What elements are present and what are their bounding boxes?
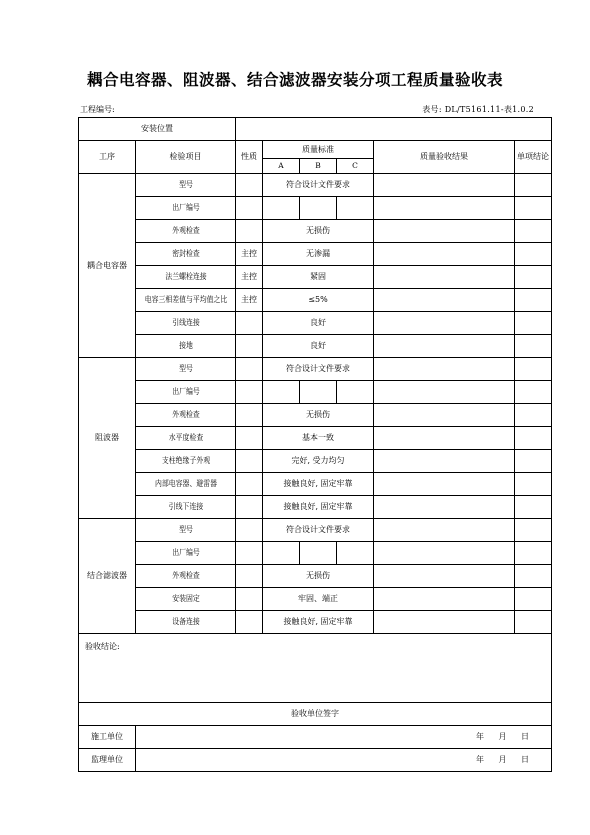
nature-cell: 主控 — [236, 289, 263, 312]
project-number-label: 工程编号: — [80, 105, 115, 114]
check-item — [136, 197, 236, 220]
install-location-row — [79, 118, 552, 141]
header-result: 质量验收结果 — [374, 141, 515, 174]
conclusion-cell[interactable] — [515, 519, 552, 542]
check-item — [136, 611, 236, 634]
conclusion-cell[interactable] — [515, 358, 552, 381]
check-item — [136, 358, 236, 381]
nature-cell — [236, 565, 263, 588]
check-item — [136, 243, 236, 266]
check-item-label: 内部电容器、避雷器 — [154, 479, 217, 488]
process-name: 阻波器 — [79, 358, 136, 519]
standard-b-cell[interactable] — [300, 197, 337, 220]
conclusion-cell[interactable] — [515, 335, 552, 358]
check-item — [136, 473, 236, 496]
check-item — [136, 542, 236, 565]
check-item-label: 外观检查 — [171, 410, 200, 419]
check-item-label: 型号 — [178, 180, 193, 189]
standard-cell: 良好 — [263, 312, 374, 335]
result-cell[interactable] — [374, 335, 515, 358]
conclusion-cell[interactable] — [515, 289, 552, 312]
check-item-label: 外观检查 — [171, 571, 200, 580]
table-row — [79, 243, 552, 266]
standard-a-cell[interactable] — [263, 381, 300, 404]
conclusion-cell[interactable] — [515, 220, 552, 243]
check-item — [136, 312, 236, 335]
check-item-label: 引线下连接 — [168, 502, 203, 511]
acceptance-conclusion[interactable]: 验收结论: — [79, 634, 552, 703]
result-cell[interactable] — [374, 542, 515, 565]
nature-cell — [236, 335, 263, 358]
result-cell[interactable] — [374, 289, 515, 312]
standard-cell: 无渗漏 — [263, 243, 374, 266]
result-cell[interactable] — [374, 588, 515, 611]
standard-cell: 无损伤 — [263, 565, 374, 588]
header-conclusion: 单项结论 — [515, 141, 552, 174]
nature-cell — [236, 542, 263, 565]
conclusion-cell[interactable] — [515, 312, 552, 335]
nature-cell — [236, 588, 263, 611]
header-standard: 质量标准 — [263, 141, 374, 159]
signer-date[interactable]: 年 月 日 — [136, 726, 552, 749]
check-item — [136, 450, 236, 473]
table-row — [79, 588, 552, 611]
check-item-label: 引线连接 — [171, 318, 200, 327]
standard-cell: 符合设计文件要求 — [263, 358, 374, 381]
signer-label: 监理单位 — [79, 749, 136, 772]
conclusion-cell[interactable] — [515, 266, 552, 289]
check-item-label: 出厂编号 — [171, 387, 200, 396]
nature-cell — [236, 496, 263, 519]
standard-cell: 无损伤 — [263, 404, 374, 427]
nature-cell — [236, 450, 263, 473]
signer-row — [79, 726, 552, 749]
nature-cell — [236, 611, 263, 634]
check-item — [136, 496, 236, 519]
standard-cell: 牢固、端正 — [263, 588, 374, 611]
header-a: A — [263, 159, 300, 174]
conclusion-cell[interactable] — [515, 565, 552, 588]
nature-cell — [236, 220, 263, 243]
table-row — [79, 404, 552, 427]
check-item-label: 水平度检查 — [168, 433, 203, 442]
nature-cell — [236, 381, 263, 404]
check-item — [136, 266, 236, 289]
result-cell[interactable] — [374, 565, 515, 588]
form-number: 表号: DL/T5161.11-表1.0.2 — [422, 105, 534, 114]
check-item — [136, 519, 236, 542]
standard-cell: 紧固 — [263, 266, 374, 289]
table-row — [79, 381, 552, 404]
nature-cell — [236, 404, 263, 427]
check-item — [136, 404, 236, 427]
acceptance-conclusion-row — [79, 634, 552, 703]
signer-date[interactable]: 年 月 日 — [136, 749, 552, 772]
header-b: B — [300, 159, 337, 174]
table-row — [79, 266, 552, 289]
standard-cell: 无损伤 — [263, 220, 374, 243]
form-title: 耦合电容器、阻波器、结合滤波器安装分项工程质量验收表 — [86, 71, 503, 89]
table-row — [79, 289, 552, 312]
table-row — [79, 427, 552, 450]
standard-a-cell[interactable] — [263, 197, 300, 220]
header-c: C — [337, 159, 374, 174]
standard-c-cell[interactable] — [337, 542, 374, 565]
result-cell[interactable] — [374, 473, 515, 496]
check-item-label: 密封检查 — [171, 249, 200, 258]
check-item-label: 型号 — [178, 364, 193, 373]
result-cell[interactable] — [374, 404, 515, 427]
result-cell[interactable] — [374, 243, 515, 266]
result-cell[interactable] — [374, 358, 515, 381]
table-row — [79, 565, 552, 588]
header-row — [79, 141, 552, 159]
conclusion-cell[interactable] — [515, 611, 552, 634]
check-item-label: 支柱绝缘子外观 — [161, 456, 210, 465]
conclusion-cell[interactable] — [515, 450, 552, 473]
table-row — [79, 358, 552, 381]
result-cell[interactable] — [374, 450, 515, 473]
standard-cell: 接触良好, 固定牢靠 — [263, 473, 374, 496]
table-row — [79, 312, 552, 335]
standard-cell: 接触良好, 固定牢靠 — [263, 496, 374, 519]
header-nature: 性质 — [236, 141, 263, 174]
table-row — [79, 496, 552, 519]
standard-cell: 基本一致 — [263, 427, 374, 450]
conclusion-cell[interactable] — [515, 473, 552, 496]
conclusion-cell[interactable] — [515, 174, 552, 197]
standard-cell: 接触良好, 固定牢靠 — [263, 611, 374, 634]
nature-cell — [236, 174, 263, 197]
result-cell[interactable] — [374, 427, 515, 450]
standard-c-cell[interactable] — [337, 197, 374, 220]
nature-cell — [236, 312, 263, 335]
header-item: 检验项目 — [136, 141, 236, 174]
process-name: 耦合电容器 — [79, 174, 136, 358]
signer-row — [79, 749, 552, 772]
check-item-label: 设备连接 — [171, 617, 200, 626]
check-item-label: 电容三相差值与平均值之比 — [144, 295, 227, 304]
result-cell[interactable] — [374, 519, 515, 542]
nature-cell — [236, 473, 263, 496]
check-item-label: 型号 — [178, 525, 193, 534]
conclusion-cell[interactable] — [515, 404, 552, 427]
install-location-value[interactable] — [236, 118, 552, 141]
check-item — [136, 381, 236, 404]
result-cell[interactable] — [374, 611, 515, 634]
check-item-label: 出厂编号 — [171, 548, 200, 557]
table-row — [79, 542, 552, 565]
standard-c-cell[interactable] — [337, 381, 374, 404]
check-item — [136, 588, 236, 611]
conclusion-cell[interactable] — [515, 197, 552, 220]
process-name: 结合滤波器 — [79, 519, 136, 634]
conclusion-cell[interactable] — [515, 496, 552, 519]
check-item-label: 外观检查 — [171, 226, 200, 235]
signature-title: 验收单位签字 — [79, 703, 552, 726]
standard-cell: ≤5% — [263, 289, 374, 312]
nature-cell: 主控 — [236, 243, 263, 266]
nature-cell — [236, 358, 263, 381]
nature-cell — [236, 427, 263, 450]
check-item — [136, 427, 236, 450]
install-location-label: 安装位置 — [79, 118, 236, 141]
standard-cell: 符合设计文件要求 — [263, 519, 374, 542]
result-cell[interactable] — [374, 174, 515, 197]
table-row — [79, 450, 552, 473]
standard-b-cell[interactable] — [300, 542, 337, 565]
check-item-label: 法兰螺栓连接 — [164, 272, 207, 281]
result-cell[interactable] — [374, 312, 515, 335]
standard-cell: 良好 — [263, 335, 374, 358]
check-item — [136, 220, 236, 243]
check-item — [136, 289, 236, 312]
inspection-table — [78, 117, 552, 772]
header-process: 工序 — [79, 141, 136, 174]
signature-title-row — [79, 703, 552, 726]
standard-cell: 完好, 受力均匀 — [263, 450, 374, 473]
table-row — [79, 473, 552, 496]
standard-a-cell[interactable] — [263, 542, 300, 565]
standard-cell: 符合设计文件要求 — [263, 174, 374, 197]
result-cell[interactable] — [374, 381, 515, 404]
table-row — [79, 197, 552, 220]
conclusion-cell[interactable] — [515, 381, 552, 404]
nature-cell — [236, 519, 263, 542]
check-item-label: 接地 — [178, 341, 193, 350]
table-row — [79, 335, 552, 358]
check-item — [136, 335, 236, 358]
nature-cell — [236, 197, 263, 220]
standard-b-cell[interactable] — [300, 381, 337, 404]
table-row — [79, 519, 552, 542]
result-cell[interactable] — [374, 496, 515, 519]
table-row — [79, 174, 552, 197]
conclusion-cell[interactable] — [515, 542, 552, 565]
check-item-label: 安装固定 — [171, 594, 200, 603]
result-cell[interactable] — [374, 197, 515, 220]
conclusion-cell[interactable] — [515, 427, 552, 450]
check-item — [136, 174, 236, 197]
table-row — [79, 220, 552, 243]
result-cell[interactable] — [374, 220, 515, 243]
table-row — [79, 611, 552, 634]
signer-label: 施工单位 — [79, 726, 136, 749]
check-item — [136, 565, 236, 588]
result-cell[interactable] — [374, 266, 515, 289]
conclusion-cell[interactable] — [515, 243, 552, 266]
nature-cell: 主控 — [236, 266, 263, 289]
conclusion-cell[interactable] — [515, 588, 552, 611]
check-item-label: 出厂编号 — [171, 203, 200, 212]
